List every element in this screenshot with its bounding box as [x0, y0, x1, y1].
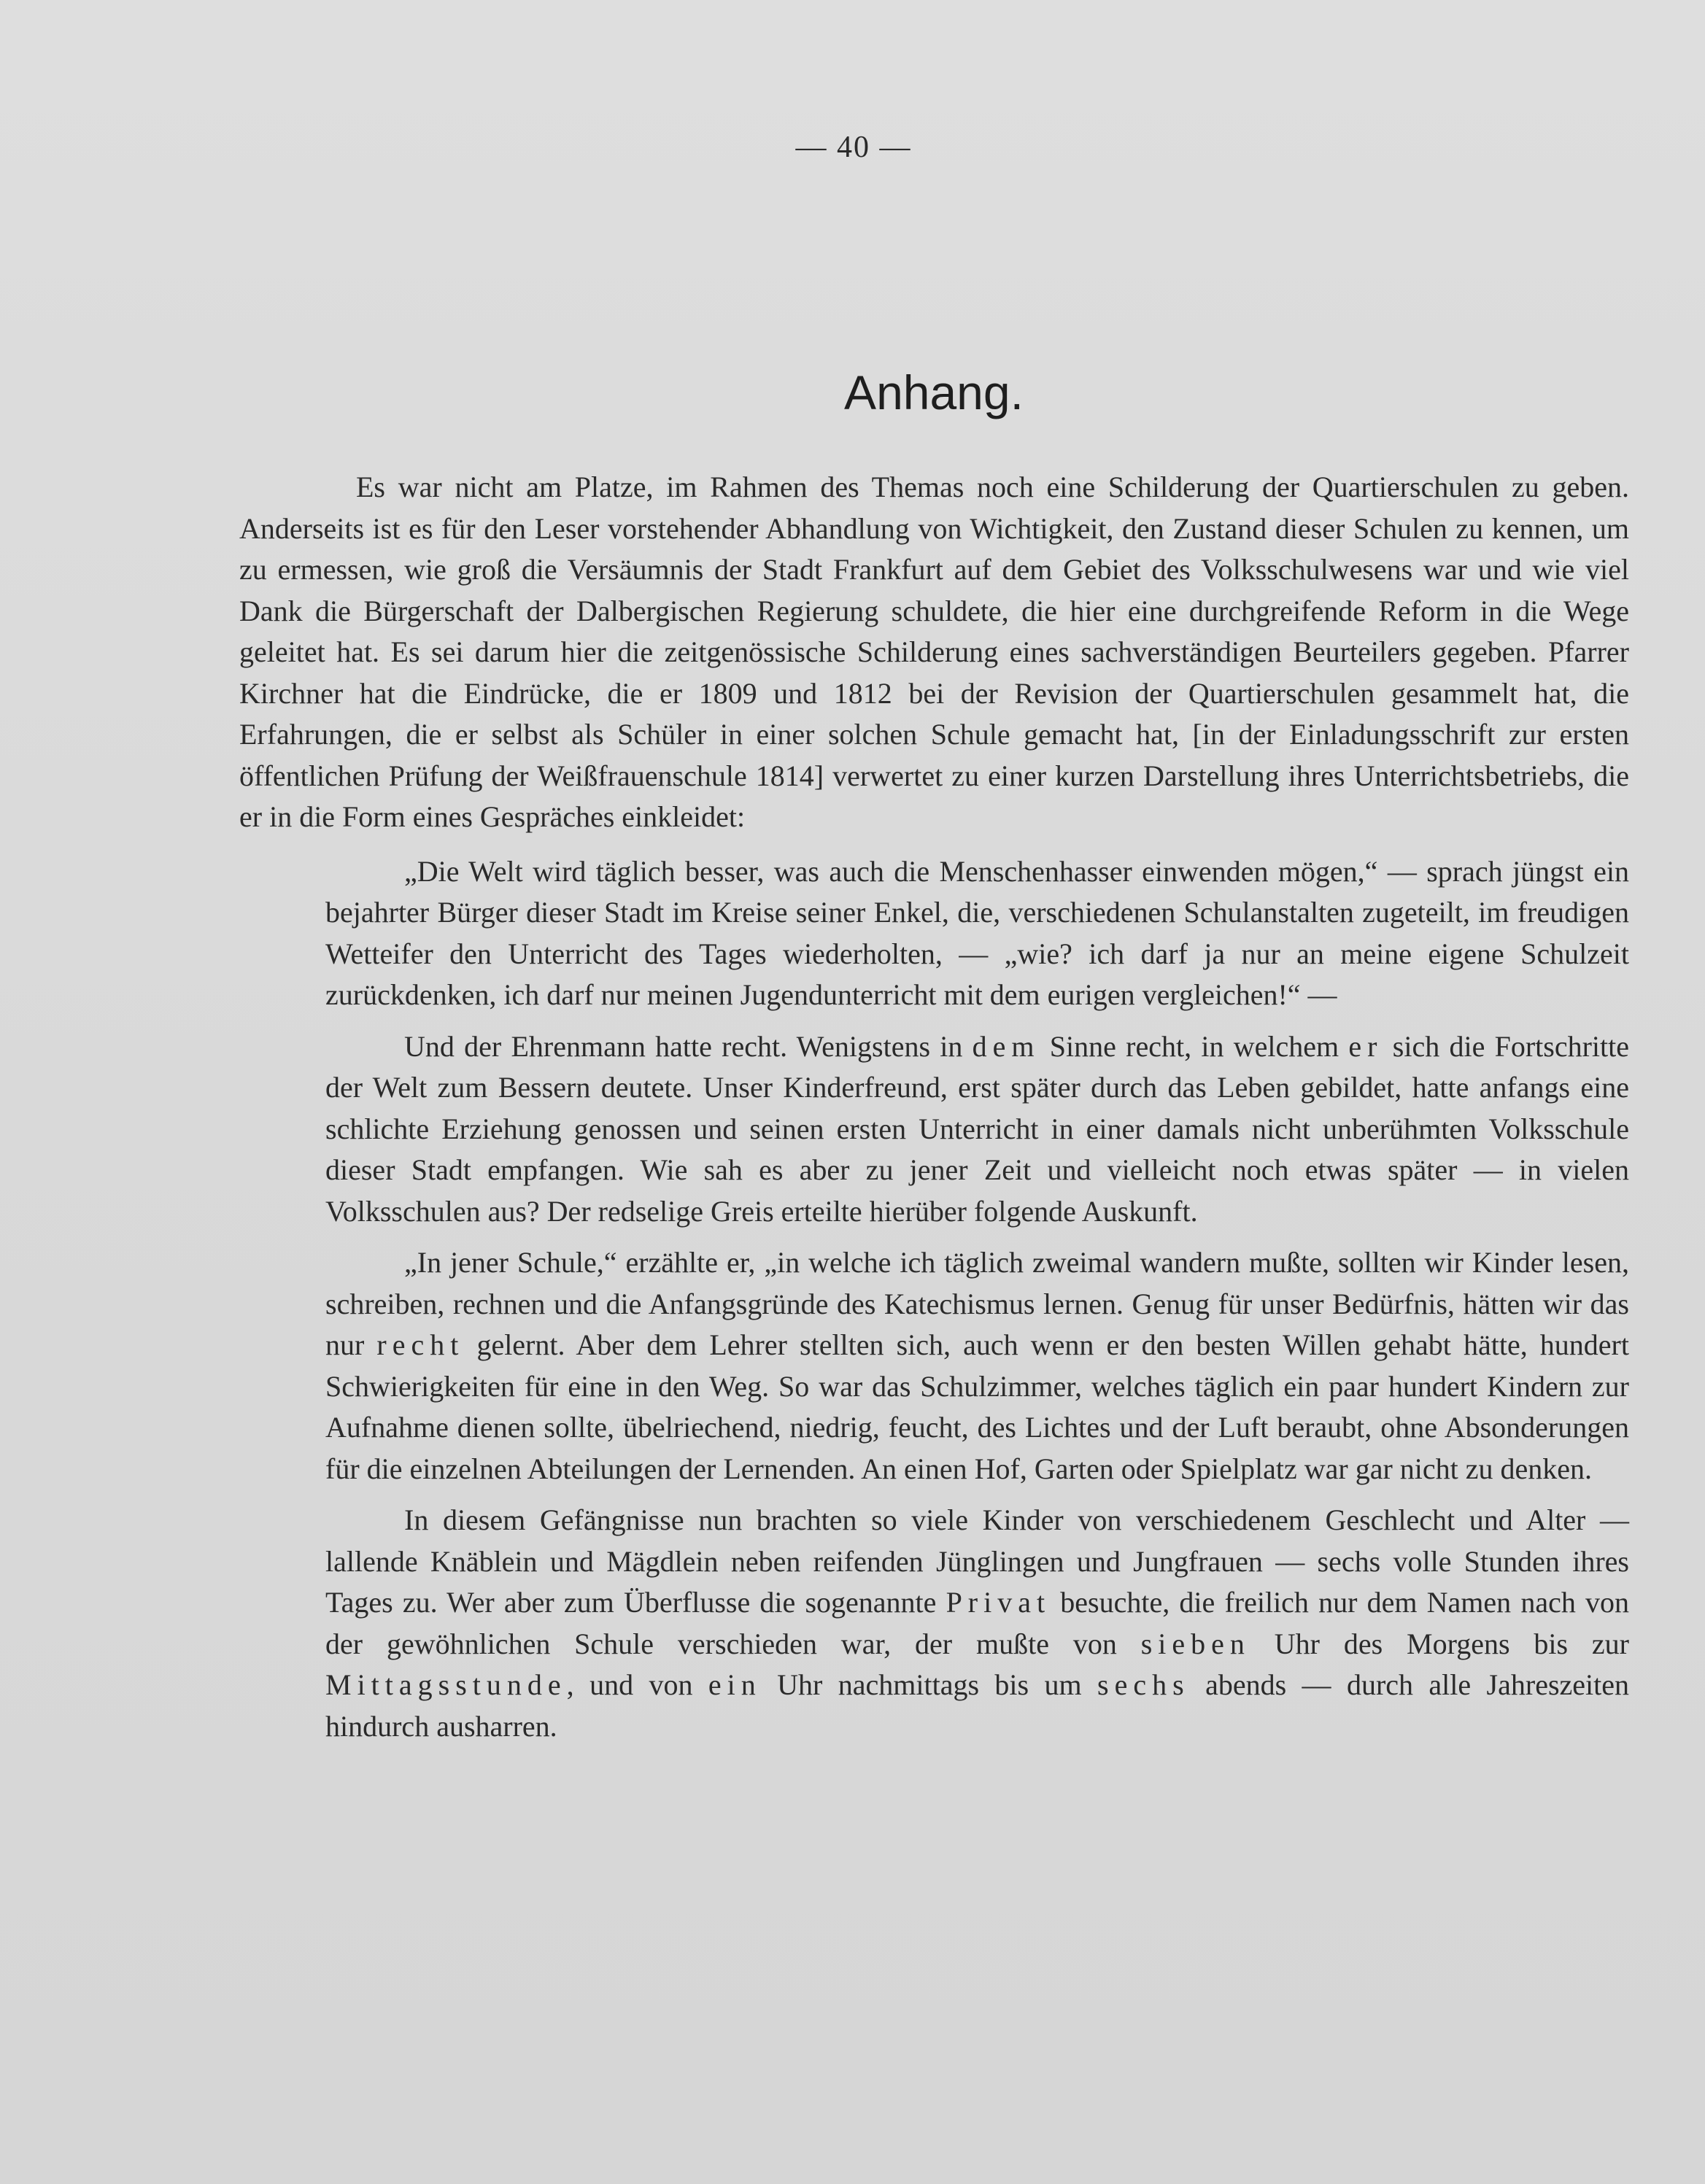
- paragraph-text: sich die Fortschritte der Welt zum Bessern deutete. Unser Kinderfreund, erst später durch das Leben gebildet, hatte anfangs eine schlichte Erziehung genossen und seinen ersten Unterricht in einer damals nicht unberühmten Volksschule dieser Stadt empfangen. Wie sah es aber zu jener Zeit und vielleicht noch etwas später — in vielen Volksschulen aus? Der redselige Greis erteilte hierüber folgende Auskunft.: [325, 1029, 1630, 1228]
- paragraph-text: Sinne recht, in welchem: [1040, 1029, 1349, 1063]
- paragraph-text: gelernt. Aber dem Lehrer stellten sich, auch wenn er den besten Willen gehabt hätte, hundert Schwierigkeiten für eine in den Weg. So war das Schulzimmer, welches täglich ein paar hundert Kindern zur Aufnahme dienen sollte, übelriechend, niedrig, feucht, des Lichtes und der Luft beraubt, ohne Absonderungen für die einzelnen Abteilungen der Lernenden. An einen Hof, Garten oder Spielplatz war gar nicht zu denken.: [325, 1328, 1629, 1485]
- paragraph-text: , und von: [566, 1668, 708, 1701]
- paragraph-text: Und der Ehrenmann hatte recht. Wenigstens in: [404, 1029, 973, 1063]
- spaced-emphasis: dem: [972, 1029, 1040, 1063]
- quote-paragraph: [239, 1242, 1629, 1490]
- paragraph-text: Es war nicht am Platze, im Rahmen des Themas noch eine Schilderung der Quartierschulen zu geben. Anderseits ist es für den Leser vorstehender Abhandlung von Wichtigkeit, den Zustand dieser Schulen zu kennen, um zu ermessen, wie groß die Versäumnis der Stadt Frankfurt auf dem Gebiet des Volksschulwesens war und wie viel Dank die Bürgerschaft der Dalbergischen Regierung schuldete, die hier eine durchgreifende Reform in die Wege geleitet hat. Es sei darum hier die zeitgenössische Schilderung eines sachverständigen Beurteilers gegeben. Pfarrer Kirchner hat die Eindrücke, die er 1809 und 1812 bei der Revision der Quartierschulen gesammelt hat, die Erfahrungen, die er selbst als Schüler in einer solchen Schule gemacht hat, [in der Einladungsschrift zur ersten öffentlichen Prüfung der Weißfrauenschule 1814] verwertet zu einer kurzen Darstellung ihres Unterrichtsbetriebs, die er in die Form eines Gespräches einkleidet:: [239, 471, 1629, 833]
- quote-paragraph: [239, 1500, 1629, 1747]
- spaced-emphasis: ein: [708, 1668, 762, 1701]
- paragraph-text: Uhr nachmittags bis um: [761, 1668, 1098, 1701]
- paragraph-text: „In jener Schule,“ erzählte er, „in welche ich täglich zweimal wandern mußte, sollten wir Kinder lesen, schreiben, rechnen und die Anfangsgründe des Katechismus lernen. Genug für unser Bedürfnis, hätten wir das nur: [325, 1246, 1629, 1361]
- paragraph-text: besuchte, die freilich nur dem Namen nach von der gewöhnlichen Schule verschieden war, der mußte von: [325, 1586, 1630, 1660]
- spaced-emphasis: er: [1348, 1029, 1383, 1063]
- paragraph-text: abends — durch alle Jahreszeiten hindurch ausharren.: [325, 1668, 1629, 1743]
- quote-paragraph: [239, 1026, 1629, 1233]
- intro-paragraph: [239, 467, 1629, 838]
- paragraph-text: Uhr des Morgens bis zur: [1250, 1627, 1630, 1660]
- section-heading: Anhang.: [844, 365, 1024, 419]
- spaced-emphasis: sechs: [1097, 1668, 1190, 1701]
- paragraph-text: „Die Welt wird täglich besser, was auch die Menschenhasser einwenden mögen,“ — sprach jüngst ein bejahrter Bürger dieser Stadt im Kreise seiner Enkel, die, verschiedenen Schulanstalten zugeteilt, im freudigen Wetteifer den Unterricht des Tages wiederholten, — „wie? ich darf ja nur an meine eigene Schulzeit zurückdenken, ich darf nur meinen Jugendunterricht mit dem eurigen vergleichen!“ —: [325, 854, 1629, 1011]
- paragraph-text: In diesem Gefängnisse nun brachten so viele Kinder von verschiedenem Geschlecht und Alter — lallende Knäblein und Mägdlein neben reifenden Jünglingen und Jungfrauen — sechs volle Stunden ihres Tages zu. Wer aber zum Überflusse die sogenannte: [325, 1503, 1629, 1619]
- spaced-emphasis: recht: [376, 1328, 465, 1361]
- body-text: [239, 467, 1629, 1747]
- spaced-emphasis: Mittagsstunde: [325, 1668, 567, 1701]
- page-number: — 40 —: [795, 131, 912, 164]
- quote-paragraph: [239, 851, 1629, 1016]
- spaced-emphasis: sieben: [1140, 1627, 1250, 1660]
- spaced-emphasis: Privat: [946, 1586, 1051, 1619]
